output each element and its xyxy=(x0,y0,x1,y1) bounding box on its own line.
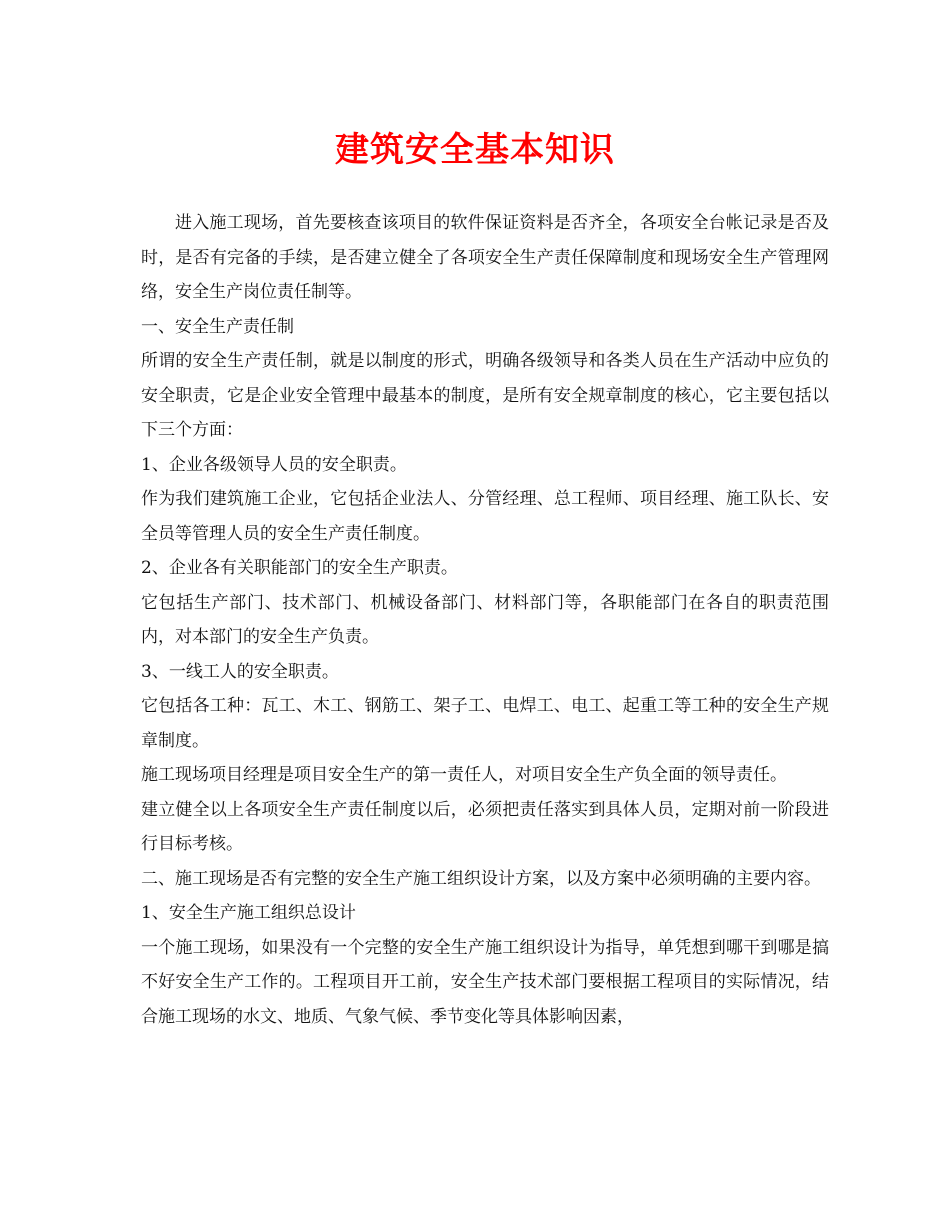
body-paragraph: 施工现场项目经理是项目安全生产的第一责任人，对项目安全生产负全面的领导责任。 xyxy=(141,765,787,785)
list-item-heading: 1、企业各级领导人员的安全职责。 xyxy=(141,454,407,475)
body-paragraph: 作为我们建筑施工企业，它包括企业法人、分管经理、总工程师、项目经理、施工队长、安全员等管理人员的安全生产责任制度。 xyxy=(141,489,829,544)
body-paragraph: 建立健全以上各项安全生产责任制度以后，必须把责任落实到具体人员，定期对前一阶段进行目标考核。 xyxy=(141,799,829,854)
list-item-heading: 1、安全生产施工组织总设计 xyxy=(141,903,356,923)
section-heading-2: 二、施工现场是否有完整的安全生产施工组织设计方案，以及方案中必须明确的主要内容。 xyxy=(141,868,821,889)
section-heading-1: 一、安全生产责任制 xyxy=(141,316,294,337)
list-item-heading: 3、一线工人的安全职责。 xyxy=(141,661,339,682)
list-item-heading: 2、企业各有关职能部门的安全生产职责。 xyxy=(141,558,458,578)
body-paragraph: 它包括生产部门、技术部门、机械设备部门、材料部门等，各职能部门在各自的职责范围内，对本部门的安全生产负责。 xyxy=(141,592,829,647)
body-paragraph: 一个施工现场，如果没有一个完整的安全生产施工组织设计为指导，单凭想到哪干到哪是搞不好安全生产工作的。工程项目开工前，安全生产技术部门要根据工程项目的实际情况，结合施工现场的水文、地质、气象气候、季节变化等具体影响因素， xyxy=(141,937,829,1027)
page-title: 建筑安全基本知识 xyxy=(335,130,615,170)
body-paragraph: 它包括各工种：瓦工、木工、钢筋工、架子工、电焊工、电工、起重工等工种的安全生产规章制度。 xyxy=(141,696,829,751)
intro-paragraph: 进入施工现场，首先要核查该项目的软件保证资料是否齐全，各项安全台帐记录是否及时，是否有完备的手续，是否建立健全了各项安全生产责任保障制度和现场安全生产管理网络，安全生产岗位责任制等。 xyxy=(141,213,829,302)
body-paragraph: 所谓的安全生产责任制，就是以制度的形式，明确各级领导和各类人员在生产活动中应负的安全职责，它是企业安全管理中最基本的制度，是所有安全规章制度的核心，它主要包括以下三个方面： xyxy=(141,351,829,440)
document-body xyxy=(141,206,829,1034)
